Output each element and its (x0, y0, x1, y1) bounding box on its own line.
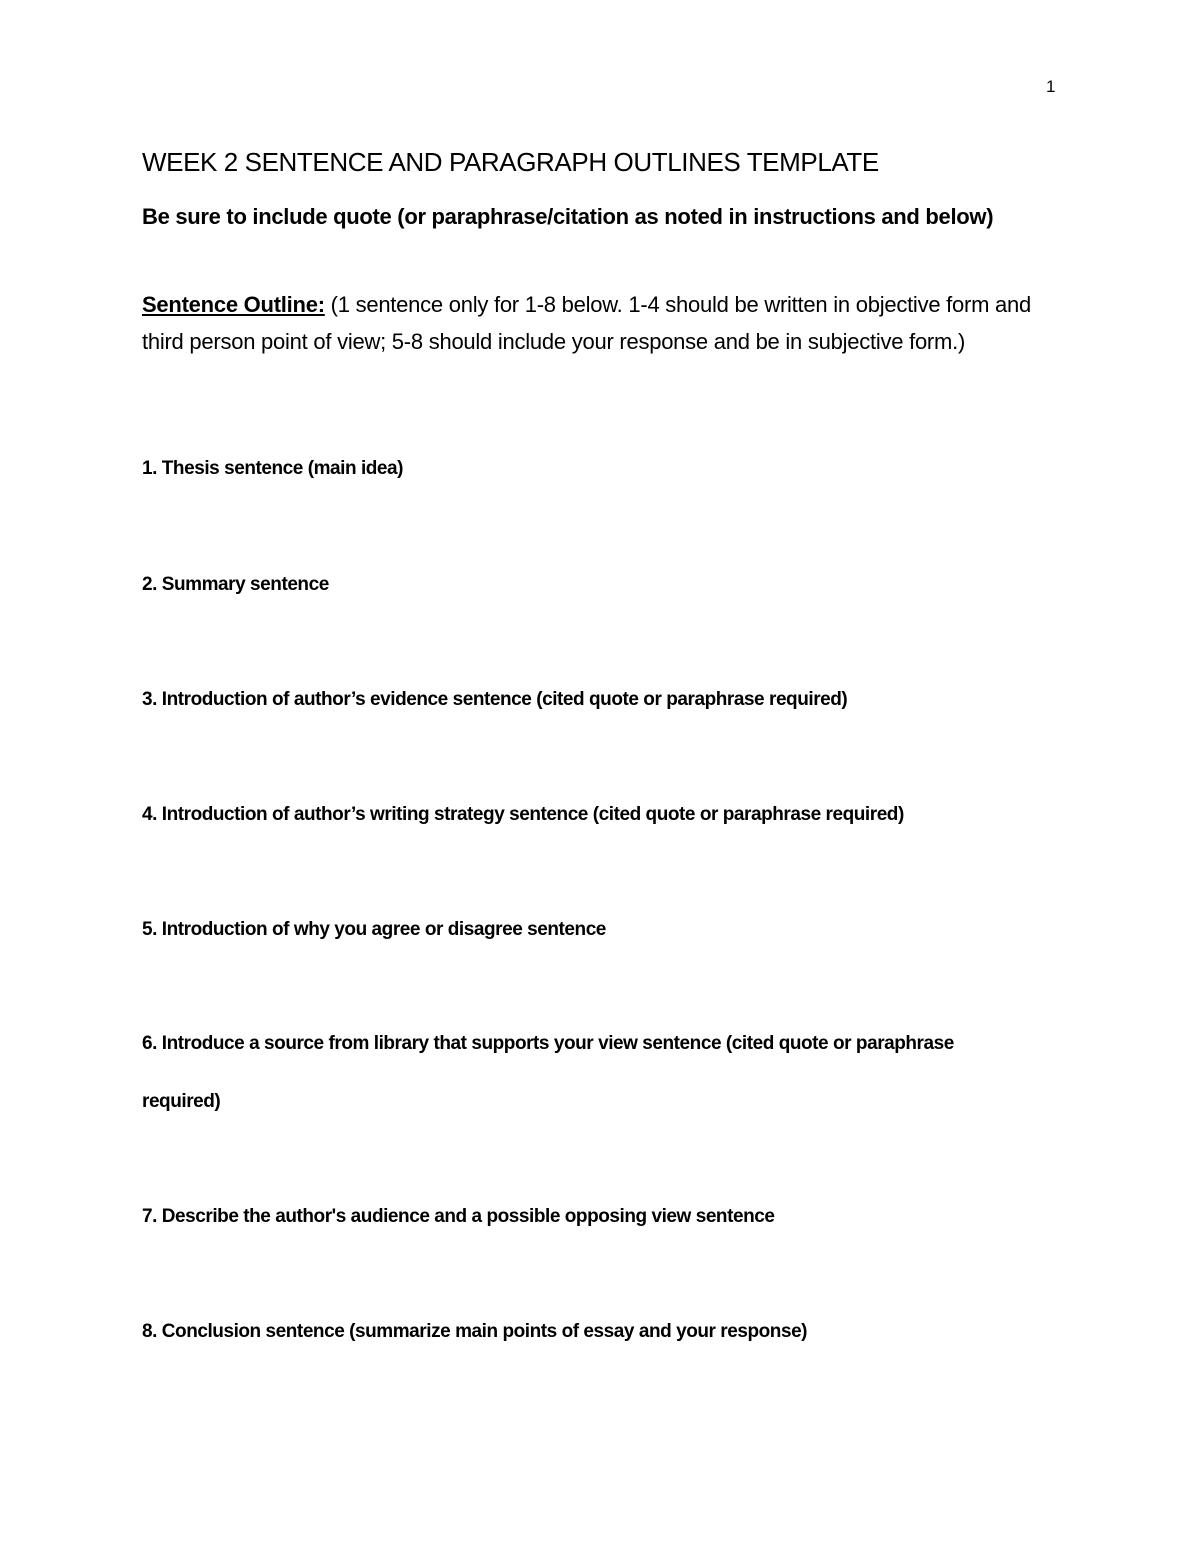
outline-item-1: 1. Thesis sentence (main idea) (142, 458, 404, 479)
outline-item-7: 7. Describe the author's audience and a possible opposing view sentence (142, 1206, 775, 1227)
outline-item-3: 3. Introduction of author’s evidence sentence (cited quote or paraphrase required) (142, 689, 848, 710)
page-number: 1 (1046, 77, 1056, 96)
outline-item-8: 8. Conclusion sentence (summarize main points of essay and your response) (142, 1321, 808, 1342)
subtitle: Be sure to include quote (or paraphrase/citation as noted in instructions and below) (142, 204, 994, 229)
outline-item-6: 6. Introduce a source from library that supports your view sentence (cited quote or paraphrase required) (142, 1033, 954, 1112)
outline-label: Sentence Outline: (142, 292, 325, 317)
page-title: WEEK 2 SENTENCE AND PARAGRAPH OUTLINES TEMPLATE (142, 147, 879, 177)
outline-instructions (142, 286, 1042, 360)
outline-item-5: 5. Introduction of why you agree or disagree sentence (142, 919, 606, 940)
outline-item-2: 2. Summary sentence (142, 574, 329, 595)
outline-item-4: 4. Introduction of author’s writing strategy sentence (cited quote or paraphrase required) (142, 804, 904, 825)
outline-text: (1 sentence only for 1-8 below. 1-4 should be written in objective form and third person point of view; 5-8 should include your response and be in subjective form.) (142, 292, 1031, 354)
